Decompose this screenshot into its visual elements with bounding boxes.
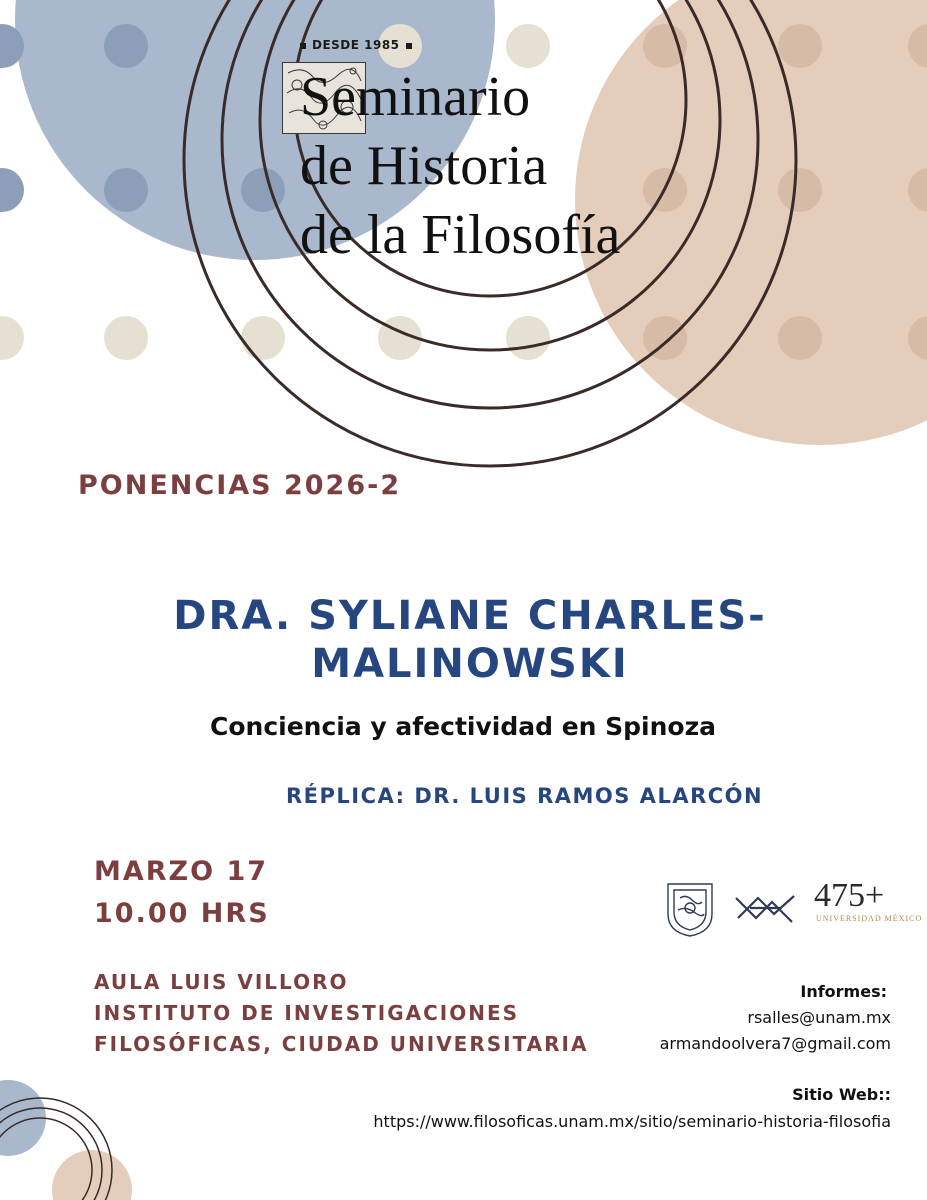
website-url[interactable]: https://www.filosoficas.unam.mx/sitio/seminario-historia-filosofia bbox=[373, 1112, 891, 1131]
title-line-1: Seminario bbox=[300, 66, 531, 128]
since-label: DESDE 1985 bbox=[294, 38, 418, 52]
speaker-name-line-2: MALINOWSKI bbox=[311, 641, 629, 687]
corner-decoration bbox=[0, 1080, 132, 1200]
peach-circle bbox=[575, 0, 927, 445]
venue-line-1: AULA LUIS VILLORO bbox=[94, 970, 349, 994]
contact-email-2[interactable]: armandoolvera7@gmail.com bbox=[659, 1034, 891, 1053]
speaker-name bbox=[100, 592, 840, 688]
anniversary-logo bbox=[814, 877, 923, 938]
anniversary-number: 475+ bbox=[814, 877, 885, 914]
venue-line-2: INSTITUTO DE INVESTIGACIONES bbox=[94, 1001, 520, 1025]
venue-line-3: FILOSÓFICAS, CIUDAD UNIVERSITARIA bbox=[94, 1032, 589, 1056]
title-line-3: de la Filosofía bbox=[300, 204, 621, 266]
anniversary-text: UNIVERSIDAD MÉXICO bbox=[816, 914, 923, 923]
informes-label: Informes: bbox=[800, 982, 887, 1001]
series-label: PONENCIAS 2026-2 bbox=[78, 470, 402, 501]
title-line-2: de Historia bbox=[300, 135, 548, 197]
website-label: Sitio Web:: bbox=[792, 1085, 891, 1104]
event-time: 10.00 HRS bbox=[94, 898, 270, 929]
iif-logo bbox=[732, 888, 798, 930]
contact-email-1[interactable]: rsalles@unam.mx bbox=[747, 1008, 891, 1027]
event-date: MARZO 17 bbox=[94, 856, 269, 887]
talk-title: Conciencia y afectividad en Spinoza bbox=[210, 712, 717, 741]
replica-label: RÉPLICA: DR. LUIS RAMOS ALARCÓN bbox=[286, 784, 764, 808]
unam-seal-logo bbox=[662, 880, 718, 938]
speaker-name-line-1: DRA. SYLIANE CHARLES- bbox=[173, 593, 767, 639]
